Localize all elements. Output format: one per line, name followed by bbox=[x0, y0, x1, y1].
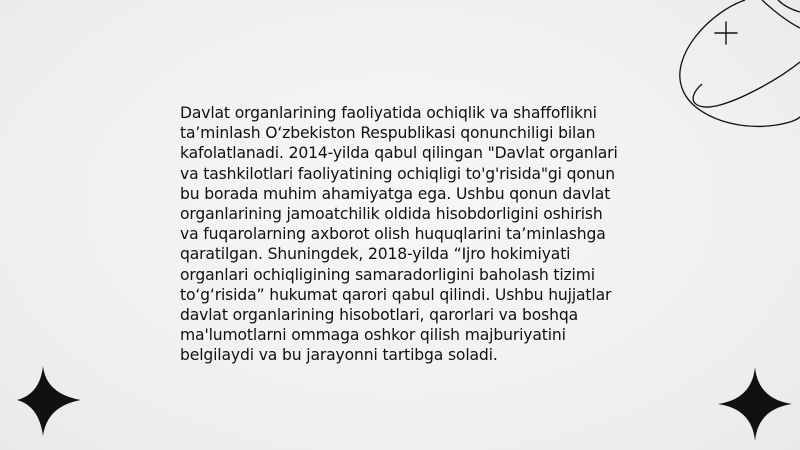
orbit-lines-icon bbox=[650, 0, 800, 145]
four-point-star-icon bbox=[718, 367, 792, 441]
four-point-star-icon bbox=[17, 366, 81, 436]
slide-body-text: Davlat organlarining faoliyatida ochiqlik va shaffoflikni ta’minlash O‘zbekiston Respublikasi qonunchiligi bilan kafolatlanadi. 2014-yilda qabul qilingan "Davlat organlari va tashkilotlari faoliyatining ochiqligi to'g'risida"gi qonun bu borada muhim ahamiyatga ega. Ushbu qonun davlat organlarining jamoatchilik oldida hisobdorligini oshirish va fuqarolarning axborot olish huquqlarini ta’minlashga qaratilgan. Shuningdek, 2018-yilda “Ijro hokimiyati organlari ochiqligining samaradorligini baholash tizimi to‘g‘risida” hukumat qarori qabul qilindi. Ushbu hujjatlar davlat organlarining hisobotlari, qarorlari va boshqa ma'lumotlarni ommaga oshkor qilish majburiyatini belgilaydi va bu jarayonni tartibga soladi. bbox=[180, 104, 618, 365]
sparkle-icon bbox=[715, 22, 737, 44]
